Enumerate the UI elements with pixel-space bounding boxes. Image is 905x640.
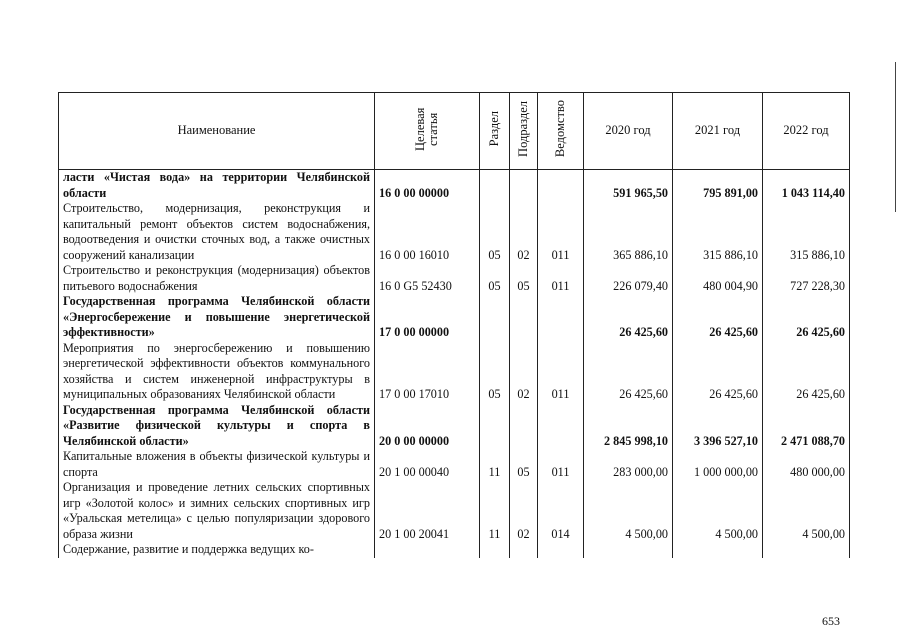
table-row	[59, 341, 850, 403]
row-value-2020: 2 845 998,10	[584, 403, 673, 450]
row-subsection	[510, 403, 538, 450]
header-subsection-label: Подраздел	[516, 100, 530, 157]
row-value-2022: 2 471 088,70	[763, 403, 850, 450]
row-subsection	[510, 170, 538, 202]
header-name: Наименование	[59, 93, 375, 170]
row-department: 011	[538, 263, 584, 294]
row-name: Содержание, развитие и поддержка ведущих ко-	[59, 542, 375, 558]
row-name: Организация и проведение летних сельских спортивных игр «Золотой колос» и зимних сельских спортивных игр «Уральская метелица» с целью популяризации здорового образа жизни	[59, 480, 375, 542]
row-name: Государственная программа Челябинской области «Энергосбережение и повышение энергетической эффективности»	[59, 294, 375, 341]
header-department-label: Ведомство	[553, 100, 567, 158]
table-row	[59, 294, 850, 341]
row-department	[538, 542, 584, 558]
row-value-2021: 26 425,60	[673, 341, 763, 403]
row-value-2022	[763, 542, 850, 558]
row-value-2020: 4 500,00	[584, 480, 673, 542]
header-2021: 2021 год	[673, 93, 763, 170]
row-value-2020: 26 425,60	[584, 341, 673, 403]
row-value-2022: 480 000,00	[763, 449, 850, 480]
table-row	[59, 480, 850, 542]
row-section	[480, 403, 510, 450]
row-section: 11	[480, 480, 510, 542]
row-value-2021: 1 000 000,00	[673, 449, 763, 480]
row-name: Строительство, модернизация, реконструкция и капитальный ремонт объектов систем водоснабжения, водоотведения и очистки сточных вод, а также очистных сооружений канализации	[59, 201, 375, 263]
row-name: Строительство и реконструкция (модернизация) объектов питьевого водоснабжения	[59, 263, 375, 294]
row-name: ласти «Чистая вода» на территории Челябинской области	[59, 170, 375, 202]
row-value-2021: 4 500,00	[673, 480, 763, 542]
row-department	[538, 170, 584, 202]
row-value-2021: 315 886,10	[673, 201, 763, 263]
header-section-label: Раздел	[487, 111, 501, 147]
row-value-2022: 26 425,60	[763, 341, 850, 403]
row-department: 011	[538, 341, 584, 403]
row-value-2021: 3 396 527,10	[673, 403, 763, 450]
row-value-2020	[584, 542, 673, 558]
row-value-2021: 480 004,90	[673, 263, 763, 294]
header-section	[480, 93, 510, 170]
row-section	[480, 170, 510, 202]
row-value-2022: 26 425,60	[763, 294, 850, 341]
row-value-2021: 795 891,00	[673, 170, 763, 202]
header-subsection	[510, 93, 538, 170]
row-value-2020: 283 000,00	[584, 449, 673, 480]
table-row	[59, 170, 850, 202]
row-target-article	[375, 542, 480, 558]
row-subsection: 02	[510, 480, 538, 542]
row-subsection: 05	[510, 449, 538, 480]
row-value-2020: 26 425,60	[584, 294, 673, 341]
row-target-article: 20 0 00 00000	[375, 403, 480, 450]
row-subsection	[510, 542, 538, 558]
row-subsection	[510, 294, 538, 341]
row-value-2021	[673, 542, 763, 558]
row-department: 011	[538, 449, 584, 480]
header-2020: 2020 год	[584, 93, 673, 170]
header-target-article-label: Целевая статья	[413, 107, 440, 151]
budget-table	[58, 92, 850, 558]
row-target-article: 16 0 G5 52430	[375, 263, 480, 294]
row-target-article: 17 0 00 00000	[375, 294, 480, 341]
margin-line	[895, 62, 896, 212]
row-subsection: 02	[510, 341, 538, 403]
table-row	[59, 403, 850, 450]
row-target-article: 20 1 00 20041	[375, 480, 480, 542]
table-row	[59, 201, 850, 263]
row-section	[480, 294, 510, 341]
table-row	[59, 449, 850, 480]
header-2022: 2022 год	[763, 93, 850, 170]
row-section: 05	[480, 201, 510, 263]
row-target-article: 17 0 00 17010	[375, 341, 480, 403]
row-department	[538, 294, 584, 341]
page-number: 653	[822, 614, 840, 628]
row-section: 05	[480, 341, 510, 403]
row-value-2022: 4 500,00	[763, 480, 850, 542]
row-subsection: 05	[510, 263, 538, 294]
table-row	[59, 542, 850, 558]
row-value-2020: 591 965,50	[584, 170, 673, 202]
table-body	[59, 170, 850, 558]
row-value-2020: 226 079,40	[584, 263, 673, 294]
row-department: 011	[538, 201, 584, 263]
row-value-2021: 26 425,60	[673, 294, 763, 341]
row-value-2022: 315 886,10	[763, 201, 850, 263]
row-value-2022: 727 228,30	[763, 263, 850, 294]
row-section: 11	[480, 449, 510, 480]
row-target-article: 16 0 00 16010	[375, 201, 480, 263]
row-department	[538, 403, 584, 450]
row-section	[480, 542, 510, 558]
row-name: Капитальные вложения в объекты физической культуры и спорта	[59, 449, 375, 480]
row-value-2020: 365 886,10	[584, 201, 673, 263]
table-row	[59, 263, 850, 294]
table-header-row	[59, 93, 850, 170]
row-section: 05	[480, 263, 510, 294]
row-department: 014	[538, 480, 584, 542]
row-target-article: 20 1 00 00040	[375, 449, 480, 480]
header-department	[538, 93, 584, 170]
row-target-article: 16 0 00 00000	[375, 170, 480, 202]
row-value-2022: 1 043 114,40	[763, 170, 850, 202]
header-target-article	[375, 93, 480, 170]
row-subsection: 02	[510, 201, 538, 263]
row-name: Государственная программа Челябинской области «Развитие физической культуры и спорта в Челябинской области»	[59, 403, 375, 450]
row-name: Мероприятия по энергосбережению и повышению энергетической эффективности объектов коммунального хозяйства и систем инженерной инфраструктуры в муниципальных образованиях Челябинской области	[59, 341, 375, 403]
